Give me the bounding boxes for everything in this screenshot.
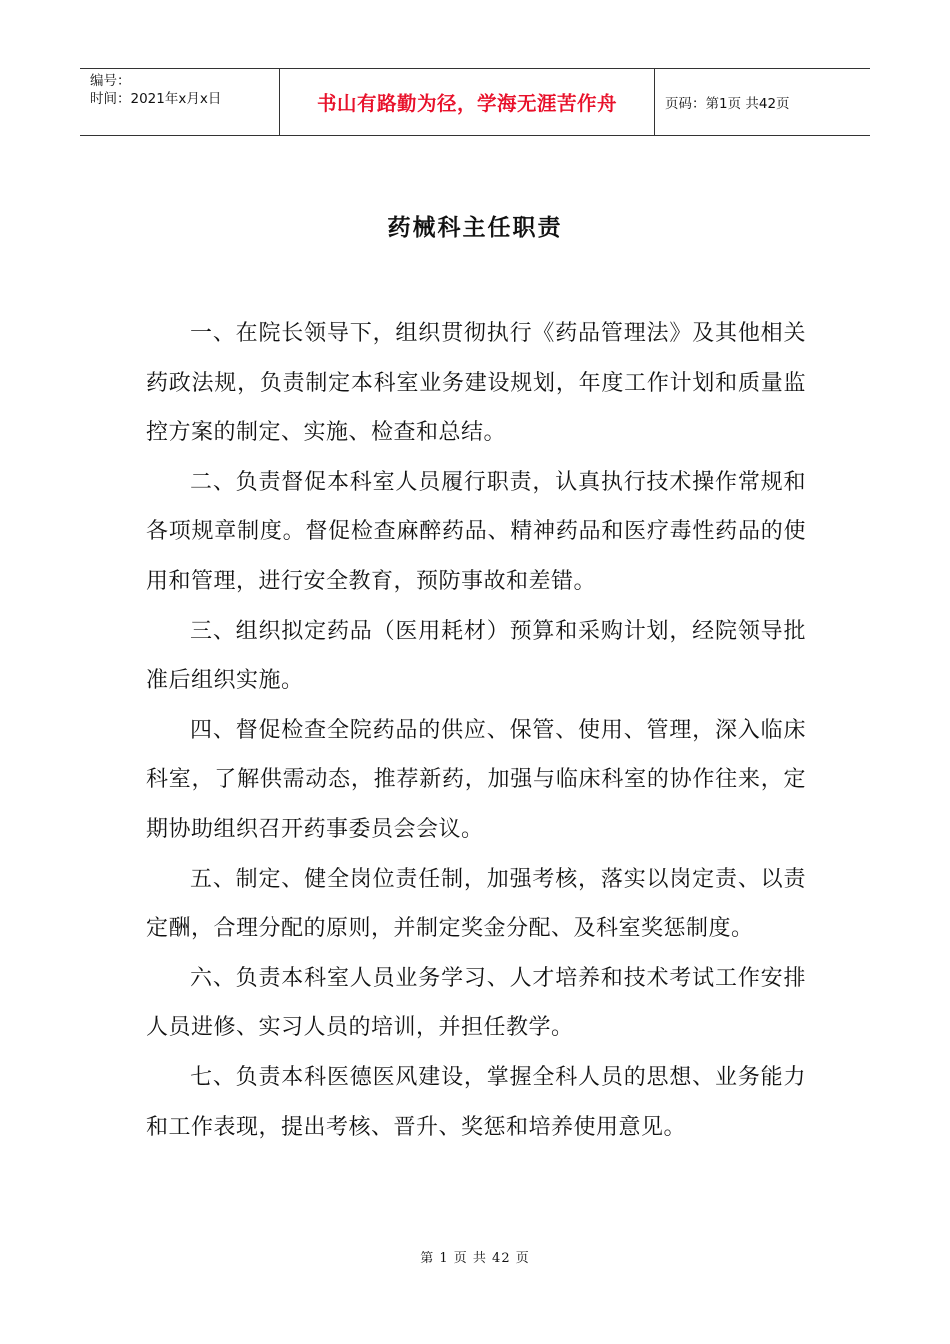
header-time-label: 时间：2021年x月x日 xyxy=(90,91,222,107)
page-footer: 第 1 页 共 42 页 xyxy=(420,1251,530,1266)
header-motto: 书山有路勤为径，学海无涯苦作舟 xyxy=(316,92,617,115)
paragraph: 七、负责本科医德医风建设，掌握全科人员的思想、业务能力和工作表现，提出考核、晋升、奖惩和培养使用意见。 xyxy=(146,1064,806,1140)
header-page-info: 页码：第1页 共42页 xyxy=(665,96,790,112)
document-title: 药械科主任职责 xyxy=(387,214,563,241)
header-meta-cell xyxy=(80,69,280,135)
header-motto-cell xyxy=(280,69,655,135)
paragraph: 五、制定、健全岗位责任制，加强考核，落实以岗定责、以责定酬，合理分配的原则，并制定奖金分配、及科室奖惩制度。 xyxy=(146,866,806,942)
document-body xyxy=(146,309,806,1152)
header-number-label: 编号： xyxy=(90,73,131,89)
page-header xyxy=(80,68,870,136)
paragraph: 四、督促检查全院药品的供应、保管、使用、管理，深入临床科室，了解供需动态，推荐新药，加强与临床科室的协作往来，定期协助组织召开药事委员会会议。 xyxy=(146,717,806,842)
header-page-cell xyxy=(655,69,870,135)
paragraph: 六、负责本科室人员业务学习、人才培养和技术考试工作安排人员进修、实习人员的培训，并担任教学。 xyxy=(146,965,806,1041)
paragraph: 二、负责督促本科室人员履行职责，认真执行技术操作常规和各项规章制度。督促检查麻醉药品、精神药品和医疗毒性药品的使用和管理，进行安全教育，预防事故和差错。 xyxy=(146,469,806,594)
paragraph: 一、在院长领导下，组织贯彻执行《药品管理法》及其他相关药政法规，负责制定本科室业务建设规划，年度工作计划和质量监控方案的制定、实施、检查和总结。 xyxy=(146,321,806,446)
paragraph: 三、组织拟定药品（医用耗材）预算和采购计划，经院领导批准后组织实施。 xyxy=(146,618,806,694)
